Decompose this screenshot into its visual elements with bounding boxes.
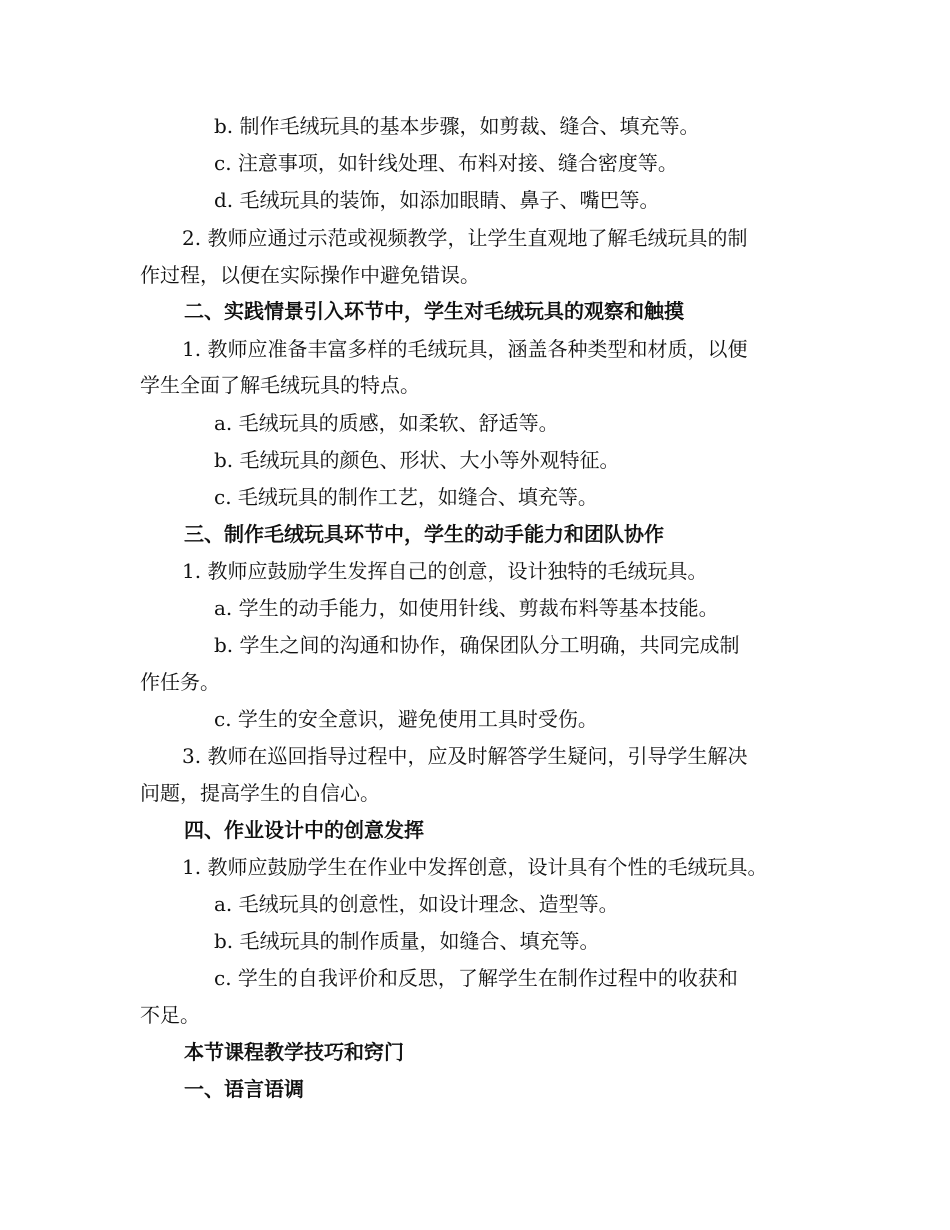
paragraph-line: 3. 教师在巡回指导过程中，应及时解答学生疑问，引导学生解决 xyxy=(182,744,748,768)
section-heading: 三、制作毛绒玩具环节中，学生的动手能力和团队协作 xyxy=(184,522,664,546)
list-item: b. 毛绒玩具的制作质量，如缝合、填充等。 xyxy=(214,929,600,953)
section-heading: 本节课程教学技巧和窍门 xyxy=(184,1040,404,1064)
paragraph-line: 不足。 xyxy=(140,1003,200,1027)
paragraph-line: 1. 教师应鼓励学生发挥自己的创意，设计独特的毛绒玩具。 xyxy=(182,559,708,583)
list-item: c. 学生的自我评价和反思，了解学生在制作过程中的收获和 xyxy=(214,966,738,990)
section-heading: 四、作业设计中的创意发挥 xyxy=(184,818,424,842)
list-item: c. 注意事项，如针线处理、布料对接、缝合密度等。 xyxy=(214,151,678,175)
list-item: a. 学生的动手能力，如使用针线、剪裁布料等基本技能。 xyxy=(214,596,719,620)
paragraph-line: 作过程，以便在实际操作中避免错误。 xyxy=(140,263,480,287)
section-heading: 二、实践情景引入环节中，学生对毛绒玩具的观察和触摸 xyxy=(184,299,684,323)
list-item: a. 毛绒玩具的创意性，如设计理念、造型等。 xyxy=(214,892,619,916)
paragraph-line: 学生全面了解毛绒玩具的特点。 xyxy=(140,373,420,397)
paragraph-line: 1. 教师应鼓励学生在作业中发挥创意，设计具有个性的毛绒玩具。 xyxy=(182,855,768,879)
list-item: b. 毛绒玩具的颜色、形状、大小等外观特征。 xyxy=(214,448,620,472)
list-item: c. 毛绒玩具的制作工艺，如缝合、填充等。 xyxy=(214,485,598,509)
list-item: b. 制作毛绒玩具的基本步骤，如剪裁、缝合、填充等。 xyxy=(214,114,700,138)
list-item: b. 学生之间的沟通和协作，确保团队分工明确，共同完成制 xyxy=(214,633,740,657)
paragraph-line: 问题，提高学生的自信心。 xyxy=(140,781,380,805)
section-heading: 一、语言语调 xyxy=(184,1077,304,1101)
paragraph-line: 作任务。 xyxy=(140,670,220,694)
paragraph-line: 1. 教师应准备丰富多样的毛绒玩具，涵盖各种类型和材质，以便 xyxy=(182,337,748,361)
list-item: d. 毛绒玩具的装饰，如添加眼睛、鼻子、嘴巴等。 xyxy=(214,188,660,212)
list-item: a. 毛绒玩具的质感，如柔软、舒适等。 xyxy=(214,411,559,435)
paragraph-line: 2. 教师应通过示范或视频教学，让学生直观地了解毛绒玩具的制 xyxy=(182,226,748,250)
list-item: c. 学生的安全意识，避免使用工具时受伤。 xyxy=(214,707,598,731)
